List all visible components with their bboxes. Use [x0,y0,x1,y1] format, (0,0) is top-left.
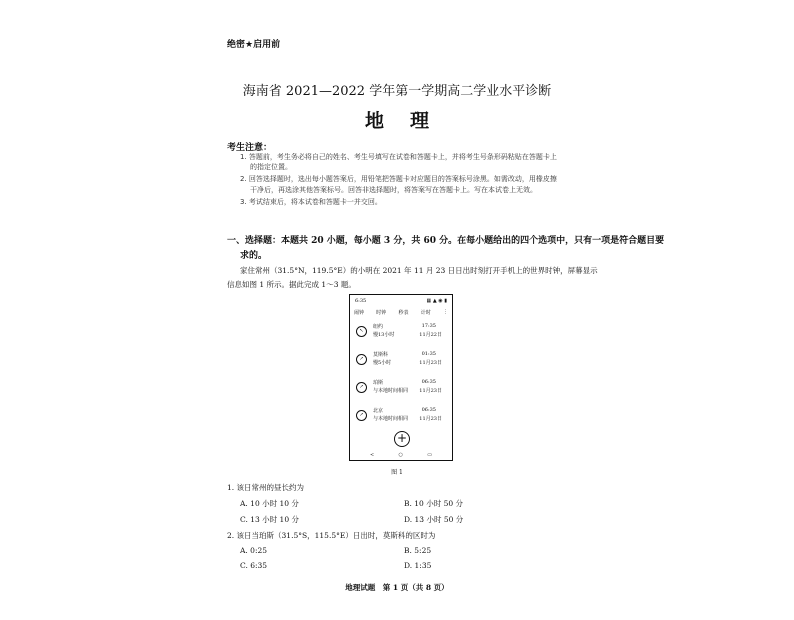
clock-date: 11月23日 [419,388,442,394]
option-b: B. 10 小时 50 分 [404,499,464,508]
notice-item: 的指定位置。 [250,163,292,171]
page-footer: 地理试题 第 1 页（共 8 页） [345,583,449,592]
section-heading: 一、选择题：本题共 20 小题，每小题 3 分，共 60 分。在每小题给出的四个选项中，只有一项是符合题目要 [227,236,665,246]
phone-nav-bar [370,452,432,458]
clock-date: 11月23日 [419,416,442,422]
more-icon: ⋮ [443,309,448,315]
tab-clock: 时钟 [376,310,387,316]
context-text: 信息如图 1 所示。据此完成 1～3 题。 [227,280,356,289]
notice-item: 2. 回答选择题时，选出每小题答案后，用铅笔把答题卡对应题目的答案标号涂黑。如需改动，用橡皮擦 [240,175,557,183]
subject-title: 地理 [364,110,455,132]
clock-city: 珀斯 [373,380,384,386]
clock-diff: 慢5小时 [373,360,392,366]
clock-row [354,323,448,349]
clock-dial-icon: ↖ [356,326,367,337]
phone-status-bar [355,298,447,304]
clock-row [354,407,448,433]
tab-stopwatch: 秒表 [398,310,409,316]
notice-item: 干净后，再选涂其他答案标号。回答非选择题时，将答案写在答题卡上。写在本试卷上无效。 [250,186,537,194]
clock-city: 莫斯科 [373,352,389,358]
clock-dial-icon: ↗ [356,354,367,365]
clock-date: 11月22日 [419,332,442,338]
phone-figure [349,294,453,461]
status-time: 6:35 [355,298,367,304]
option-c: C. 6:35 [240,561,268,570]
clock-time: 17:35 [421,323,436,329]
question-stem: 2. 该日当珀斯（31.5°S，115.5°E）日出时，莫斯科的区时为 [227,531,436,540]
recents-icon: ▭ [427,452,432,458]
back-icon: < [370,452,375,458]
clock-diff: 与本地时间相同 [373,388,409,394]
tab-timer: 计时 [420,310,431,316]
home-icon: ○ [398,452,403,458]
clock-time: 06:35 [421,379,436,385]
confidential-mark: 绝密★启用前 [227,40,281,50]
clock-diff: 与本地时间相同 [373,416,409,422]
clock-date: 11月23日 [419,360,442,366]
clock-dial-icon: ↗ [356,382,367,393]
status-icons: ▦ ▲ ◉ ▮ [426,298,447,304]
clock-diff: 慢13小时 [373,332,395,338]
figure-caption: 图 1 [391,469,403,476]
tab-alarm: 闹钟 [354,310,365,316]
option-d: D. 13 小时 50 分 [404,515,464,524]
notice-item: 3. 考试结束后，将本试卷和答题卡一并交回。 [240,198,382,206]
phone-tabs [354,309,448,316]
clock-time: 01:35 [421,351,436,357]
clock-row [354,351,448,377]
section-heading-cont: 求的。 [240,251,268,261]
clock-dial-icon: ↗ [356,410,367,421]
clock-row [354,379,448,405]
question-stem: 1. 该日常州的昼长约为 [227,483,305,492]
option-d: D. 1:35 [404,561,432,570]
notice-heading: 考生注意： [227,143,273,153]
exam-title: 海南省 2021—2022 学年第一学期高二学业水平诊断 [242,84,552,99]
context-text: 家住常州（31.5°N，119.5°E）的小明在 2021 年 11 月 23 日日出时刻打开手机上的世界时钟，屏幕显示 [240,266,598,275]
clock-time: 06:35 [421,407,436,413]
option-c: C. 13 小时 10 分 [240,515,299,524]
notice-item: 1. 答题前，考生务必将自己的姓名、考生号填写在试卷和答题卡上，并将考生号条形码粘贴在答题卡上 [240,153,557,161]
option-a: A. 0:25 [240,546,268,555]
clock-city: 纽约 [373,324,384,330]
option-a: A. 10 小时 10 分 [240,499,299,508]
add-clock-icon: + [394,431,410,447]
option-b: B. 5:25 [404,546,432,555]
clock-city: 北京 [373,408,384,414]
